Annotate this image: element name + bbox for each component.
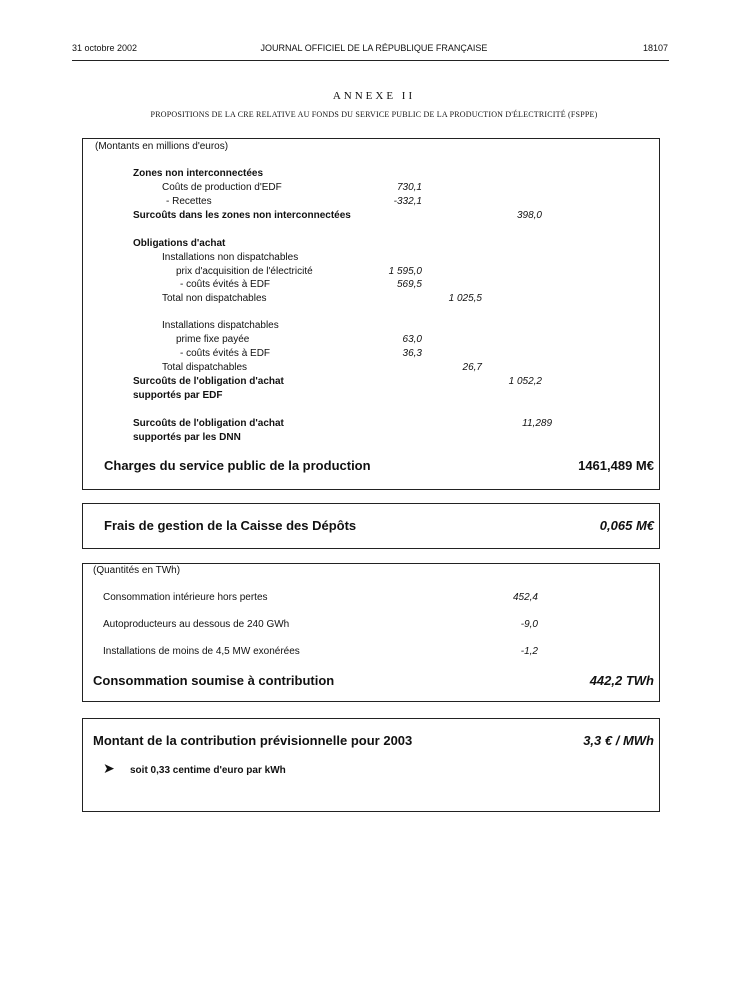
total-non-dispatchables-value: 1 025,5	[448, 293, 482, 304]
surcouts-edf-value: 1 052,2	[508, 376, 542, 387]
surcouts-edf-label-2: supportés par EDF	[133, 390, 223, 401]
prix-acquisition-label: prix d'acquisition de l'électricité	[176, 266, 313, 277]
header-rule	[72, 60, 669, 61]
consommation-total-label: Consommation soumise à contribution	[93, 673, 335, 688]
non-dispatchables-heading: Installations non dispatchables	[162, 252, 299, 263]
consommation-total-value: 442,2 TWh	[589, 673, 654, 688]
contribution-value: 3,3 € / MWh	[583, 733, 654, 748]
header-date: 31 octobre 2002	[72, 43, 138, 53]
document-subtitle: PROPOSITIONS DE LA CRE RELATIVE AU FONDS DU SERVICE PUBLIC DE LA PRODUCTION D'ÉLECTRICITÉ (FSPPE)	[150, 110, 598, 119]
consommation-row-label: Consommation intérieure hors pertes	[103, 592, 268, 603]
journal-title: JOURNAL OFFICIEL DE LA RÉPUBLIQUE FRANÇAISE	[260, 43, 488, 53]
prime-fixe-value: 63,0	[402, 334, 422, 345]
zones-heading: Zones non interconnectées	[133, 168, 264, 179]
surcouts-zni-label: Surcoûts dans les zones non interconnectées	[133, 210, 351, 221]
consommation-row-value: 452,4	[512, 592, 538, 603]
charges-total-value: 1461,489 M€	[578, 458, 654, 473]
frais-gestion-label: Frais de gestion de la Caisse des Dépôts	[104, 518, 357, 533]
recettes-value: -332,1	[393, 196, 422, 207]
surcouts-edf-label-1: Surcoûts de l'obligation d'achat	[133, 376, 284, 387]
total-dispatchables-value: 26,7	[462, 362, 482, 373]
annexe-heading: ANNEXE II	[332, 90, 416, 102]
surcouts-dnn-label-1: Surcoûts de l'obligation d'achat	[133, 418, 284, 429]
contribution-label: Montant de la contribution prévisionnelle pour 2003	[93, 733, 413, 748]
couts-evites-nd-value: 569,5	[396, 279, 422, 290]
couts-evites-d-value: 36,3	[402, 348, 422, 359]
charges-total-label: Charges du service public de la production	[104, 458, 371, 473]
amount-unit-note: (Montants en millions d'euros)	[95, 141, 229, 152]
total-non-dispatchables-label: Total non dispatchables	[162, 293, 267, 304]
autoproducteurs-row-label: Autoproducteurs au dessous de 240 GWh	[103, 619, 290, 630]
surcouts-dnn-label-2: supportés par les DNN	[133, 432, 241, 443]
installations-row-label: Installations de moins de 4,5 MW exonérées	[103, 646, 300, 657]
autoproducteurs-row-value: -9,0	[520, 619, 538, 630]
recettes-label: - Recettes	[166, 196, 212, 207]
arrow-bullet-icon: ➤	[103, 760, 115, 776]
quantity-unit-note: (Quantités en TWh)	[93, 565, 181, 576]
frais-gestion-value: 0,065 M€	[599, 518, 654, 533]
prix-acquisition-value: 1 595,0	[388, 266, 422, 277]
dispatchables-heading: Installations dispatchables	[162, 320, 279, 331]
obligations-heading: Obligations d'achat	[133, 238, 226, 249]
couts-evites-nd-label: - coûts évités à EDF	[180, 279, 271, 290]
surcouts-dnn-value: 11,289	[522, 418, 552, 429]
couts-evites-d-label: - coûts évités à EDF	[180, 348, 271, 359]
couts-production-value: 730,1	[396, 182, 422, 193]
total-dispatchables-label: Total dispatchables	[162, 362, 248, 373]
couts-production-label: Coûts de production d'EDF	[162, 182, 282, 193]
prime-fixe-label: prime fixe payée	[176, 334, 250, 345]
contribution-note: soit 0,33 centime d'euro par kWh	[130, 765, 286, 776]
page-number: 18107	[642, 43, 668, 53]
surcouts-zni-value: 398,0	[516, 210, 542, 221]
installations-row-value: -1,2	[520, 646, 538, 657]
